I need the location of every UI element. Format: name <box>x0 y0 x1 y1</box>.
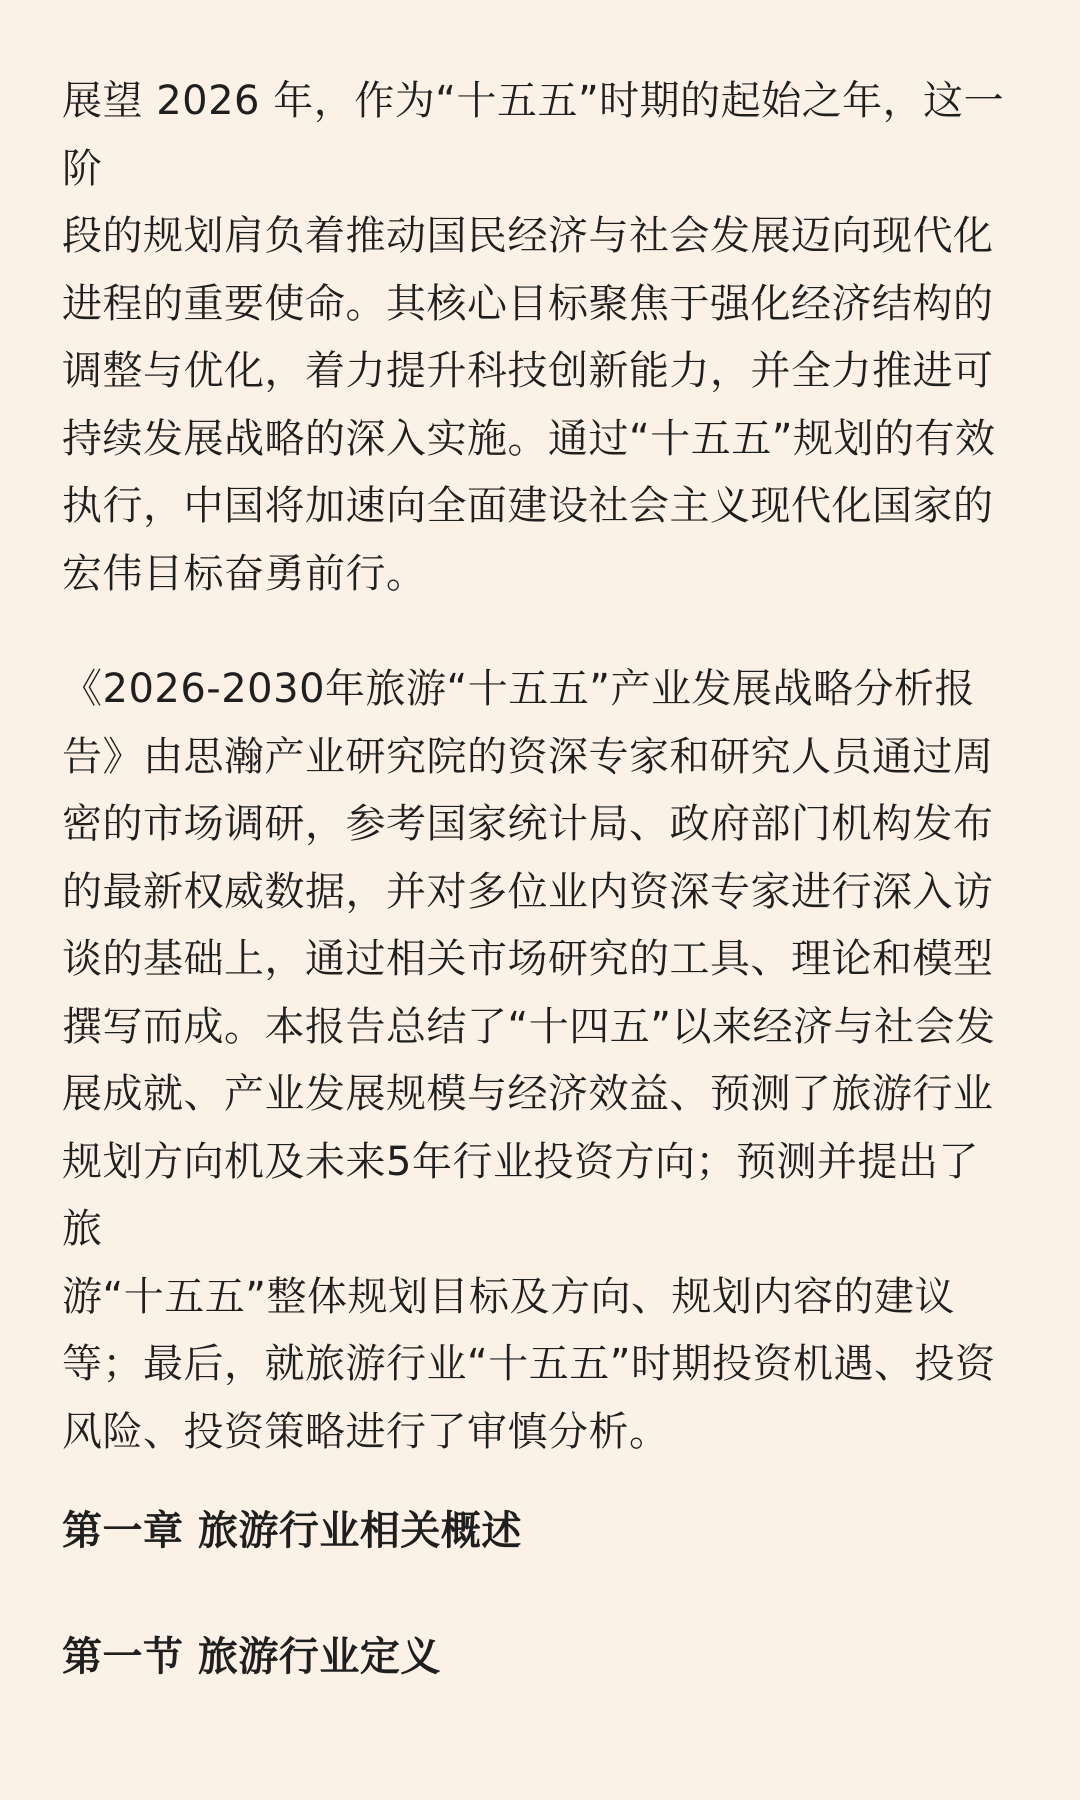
chapter-heading: 第一章 旅游行业相关概述 <box>62 1508 522 1554</box>
section-heading: 第一节 旅游行业定义 <box>62 1633 441 1680</box>
report-description-paragraph: 《2026-2030年旅游“十五五”产业发展战略分析报 告》由思瀚产业研究院的资深专家和研究人员通过周 密的市场调研，参考国家统计局、政府部门机构发布 的最新权威数据，并对多位业内资深专家进行深入访 谈的基础上，通过相关市场研究的工具、理论和模型 撰写而成。本报告总结了“十四五”以来经济与社会发 展成就、产业发展规模与经济效益、预测了旅游行业 规划方向机及未来5年行业投资方向；预测并提出了旅 游“十五五”整体规划目标及方向、规划内容的建议 等；最后，就旅游行业“十五五”时期投资机遇、投资 风险、投资策略进行了审慎分析。 <box>62 666 996 1455</box>
intro-paragraph: 展望 2026 年，作为“十五五”时期的起始之年，这一阶 段的规划肩负着推动国民经济与社会发展迈向现代化 进程的重要使命。其核心目标聚焦于强化经济结构的 调整与优化，着力提升科技创新能力，并全力推进可 持续发展战略的深入实施。通过“十五五”规划的有效 执行，中国将加速向全面建设社会主义现代化国家的 宏伟目标奋勇前行。 <box>62 78 1005 597</box>
